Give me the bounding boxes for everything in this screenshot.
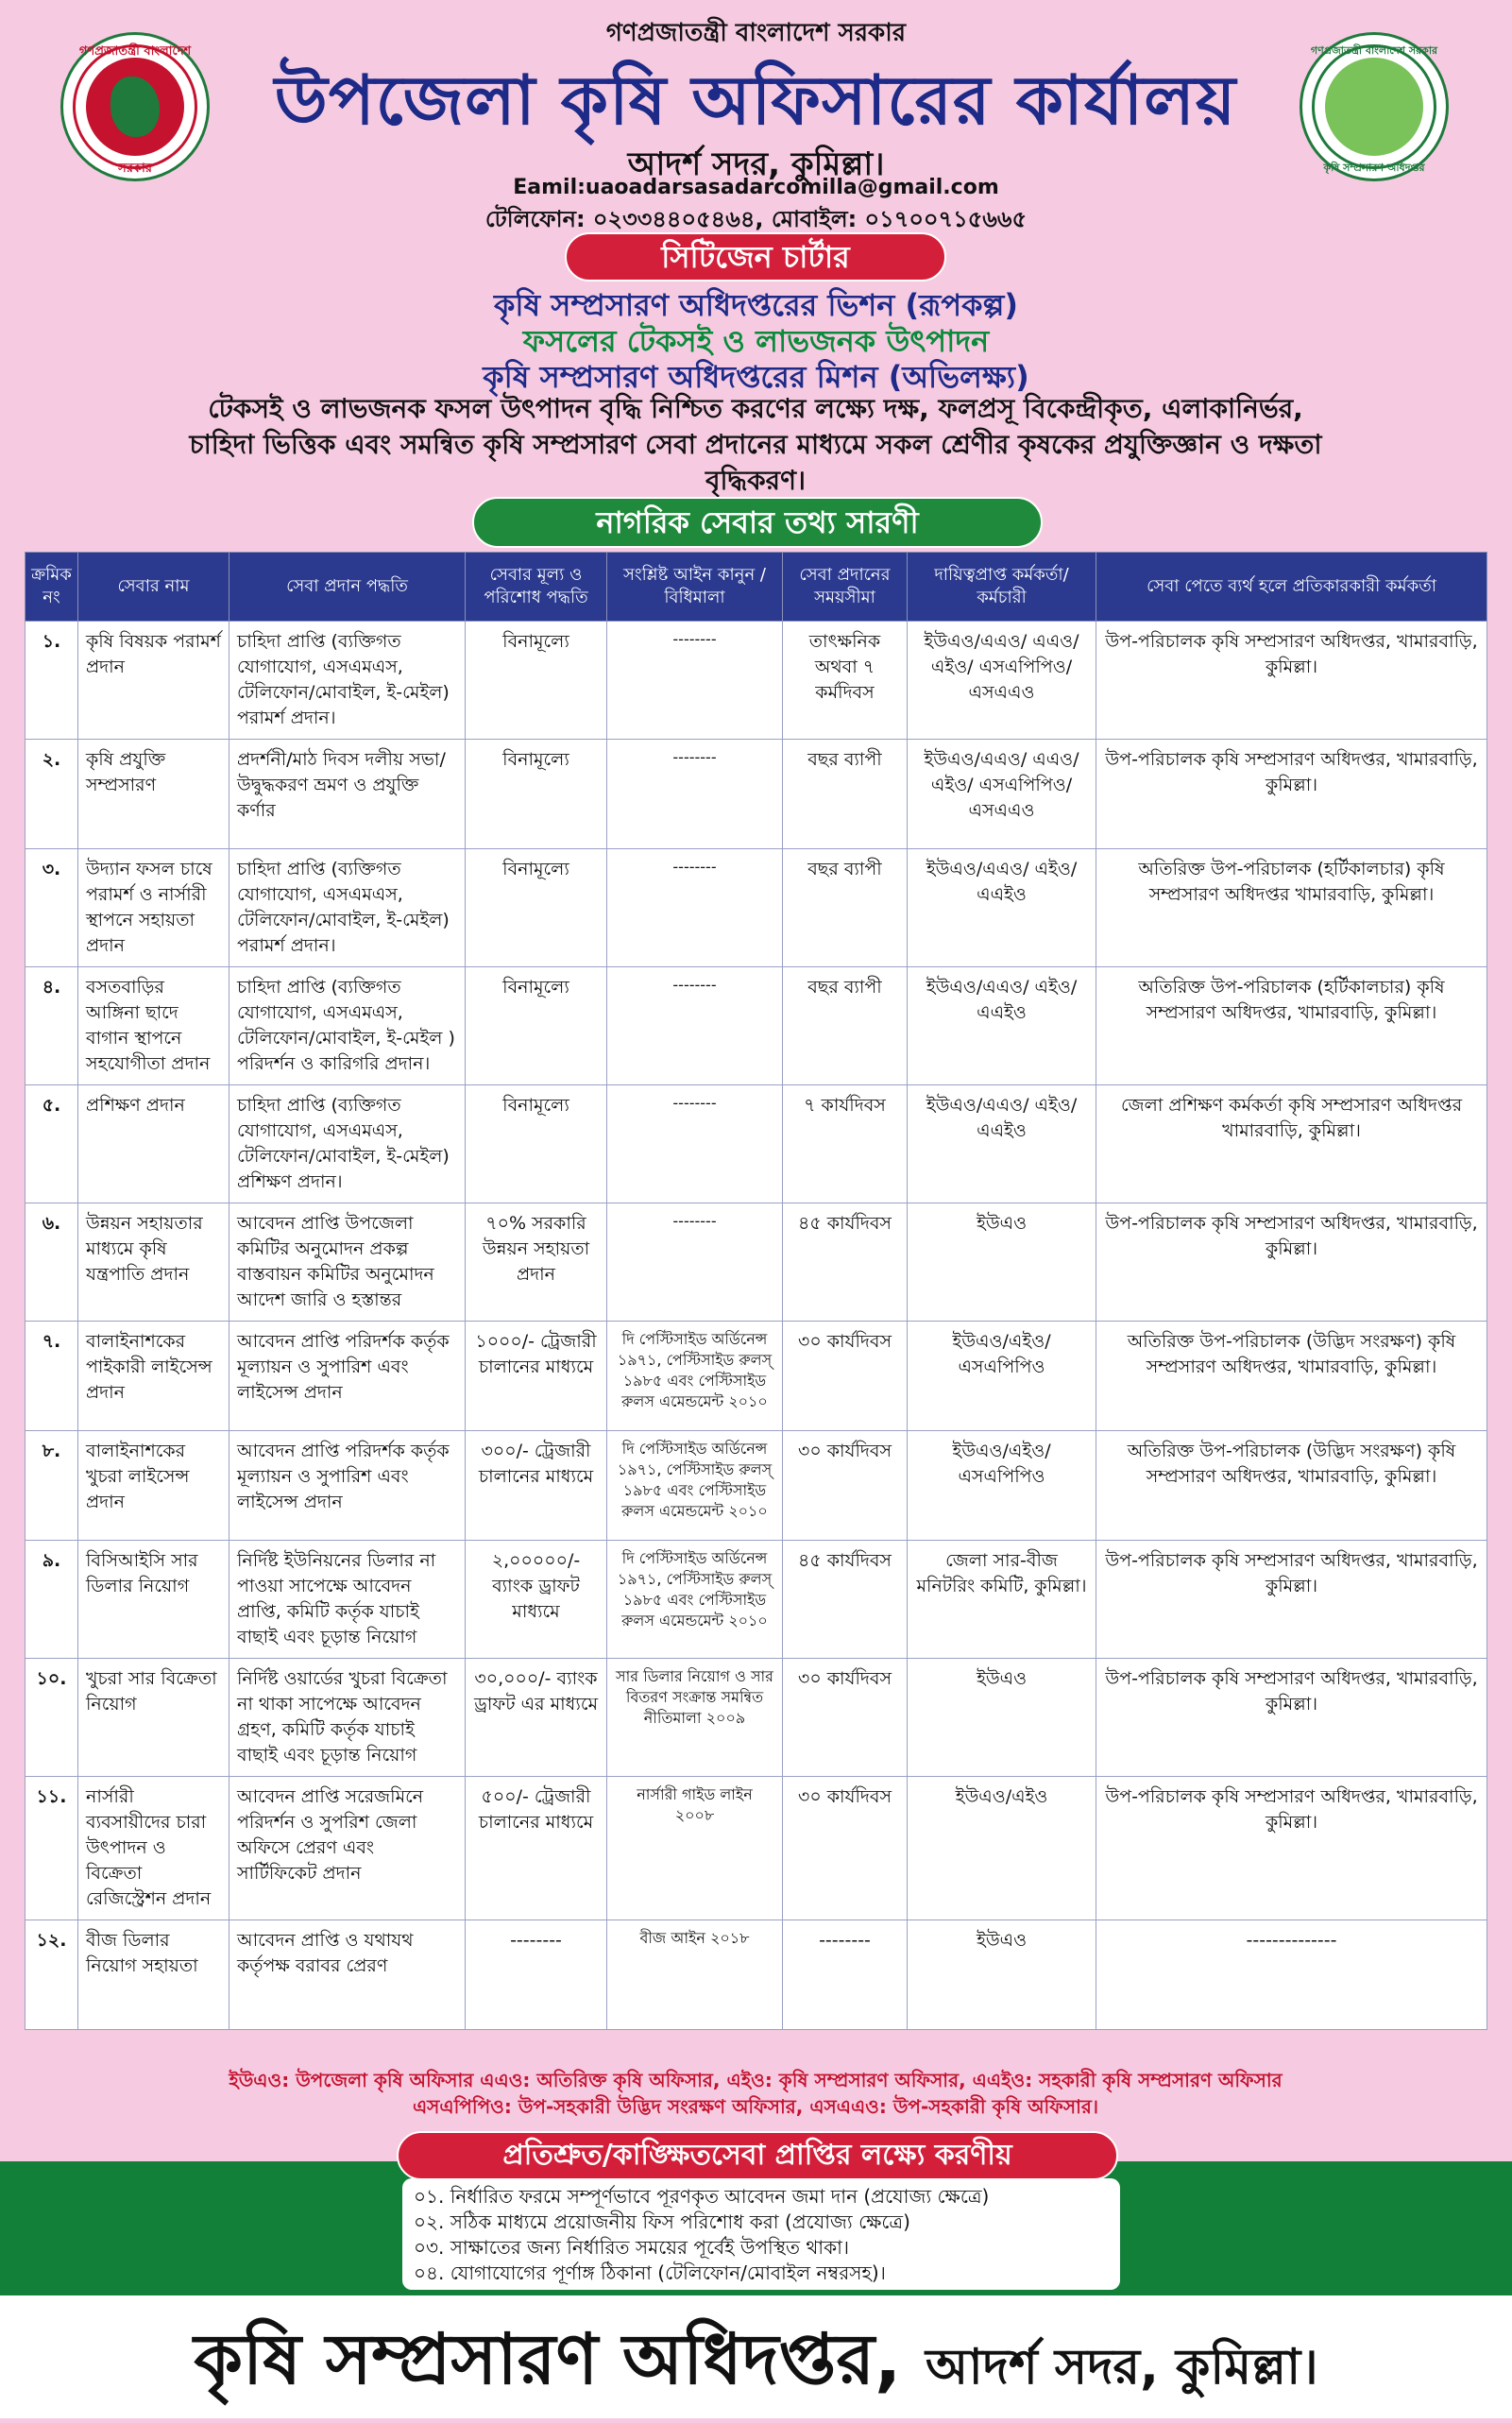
table-cell: বছর ব্যাপী bbox=[783, 967, 908, 1085]
table-cell: -------- bbox=[607, 740, 783, 849]
table-cell: ৭ কার্যদিবস bbox=[783, 1085, 908, 1203]
abbreviation-line: এসএপিপিও: উপ-সহকারী উদ্ভিদ সংরক্ষণ অফিসার, এসএএও: উপ-সহকারী কৃষি অফিসার। bbox=[412, 2095, 1099, 2118]
table-header-row bbox=[25, 553, 1487, 622]
column-header: সেবা প্রদানের সময়সীমা bbox=[783, 553, 908, 622]
list-item: ০৩. সাক্ষাতের জন্য নির্ধারিত সময়ের পূর্বেই উপস্থিত থাকা। bbox=[414, 2236, 850, 2259]
table-cell: বীজ ডিলার নিয়োগ সহায়তা bbox=[78, 1920, 229, 2030]
table-cell: নির্দিষ্ট ইউনিয়নের ডিলার না পাওয়া সাপেক্ষে আবেদন প্রাপ্তি, কমিটি কর্তৃক যাচাই বাছাই এবং চূড়ান্ত নিয়োগ bbox=[229, 1541, 466, 1659]
table-cell: জেলা সার-বীজ মনিটরিং কমিটি, কুমিল্লা। bbox=[908, 1541, 1096, 1659]
table-cell: ৪৫ কার্যদিবস bbox=[783, 1203, 908, 1322]
table-cell: চাহিদা প্রাপ্তি (ব্যক্তিগত যোগাযোগ, এসএমএস, টেলিফোন/মোবাইল, ই-মেইল) প্রশিক্ষণ প্রদান। bbox=[229, 1085, 466, 1203]
column-header: সংশ্লিষ্ট আইন কানুন /বিধিমালা bbox=[607, 553, 783, 622]
table-row bbox=[25, 1541, 1487, 1659]
table-cell: তাৎক্ষনিক অথবা ৭ কর্মদিবস bbox=[783, 622, 908, 740]
field-landscape-icon bbox=[1325, 58, 1423, 156]
list-item: ০১. নির্ধারিত ফরমে সম্পূর্ণভাবে পূরণকৃত আবেদন জমা দান (প্রযোজ্য ক্ষেত্রে) bbox=[414, 2185, 990, 2208]
table-cell: উপ-পরিচালক কৃষি সম্প্রসারণ অধিদপ্তর, খামারবাড়ি, কুমিল্লা। bbox=[1096, 1777, 1487, 1920]
table-cell: উপ-পরিচালক কৃষি সম্প্রসারণ অধিদপ্তর, খামারবাড়ি, কুমিল্লা। bbox=[1096, 1203, 1487, 1322]
column-header: সেবা প্রদান পদ্ধতি bbox=[229, 553, 466, 622]
table-cell: ৭. bbox=[25, 1322, 78, 1431]
table-cell: উদ্যান ফসল চাষে পরামর্শ ও নার্সারী স্থাপনে সহায়তা প্রদান bbox=[78, 849, 229, 967]
table-cell: বিনামূল্যে bbox=[466, 967, 607, 1085]
table-cell: প্রশিক্ষণ প্রদান bbox=[78, 1085, 229, 1203]
table-cell: বসতবাড়ির আঙ্গিনা ছাদে বাগান স্থাপনে সহযোগীতা প্রদান bbox=[78, 967, 229, 1085]
office-address: আদর্শ সদর, কুমিল্লা। bbox=[627, 145, 885, 183]
table-cell: নার্সারী গাইড লাইন ২০০৮ bbox=[607, 1777, 783, 1920]
table-row bbox=[25, 849, 1487, 967]
table-cell: ইউএও/এএও/ এইও/এএইও bbox=[908, 967, 1096, 1085]
table-cell: ৩০ কার্যদিবস bbox=[783, 1322, 908, 1431]
table-cell: ইউএও/এইও bbox=[908, 1777, 1096, 1920]
table-cell: বীজ আইন ২০১৮ bbox=[607, 1920, 783, 2030]
table-cell: চাহিদা প্রাপ্তি (ব্যক্তিগত যোগাযোগ, এসএমএস, টেলিফোন/মোবাইল, ই-মেইল ) পরিদর্শন ও কারিগরি প্রদান। bbox=[229, 967, 466, 1085]
table-cell: অতিরিক্ত উপ-পরিচালক (উদ্ভিদ সংরক্ষণ) কৃষি সম্প্রসারণ অধিদপ্তর, খামারবাড়ি, কুমিল্লা। bbox=[1096, 1322, 1487, 1431]
table-cell: -------- bbox=[607, 1203, 783, 1322]
table-cell: দি পেস্টিসাইড অর্ডিনেন্স ১৯৭১, পেস্টিসাইড রুলস্ ১৯৮৫ এবং পেস্টিসাইড রুলস এমেন্ডমেন্ট ২০১০ bbox=[607, 1431, 783, 1541]
office-title: উপজেলা কৃষি অফিসারের কার্যালয় bbox=[274, 60, 1237, 140]
table-cell: ৫০০/- ট্রেজারী চালানের মাধ্যমে bbox=[466, 1777, 607, 1920]
footer-place: আদর্শ সদর, কুমিল্লা। bbox=[926, 2339, 1318, 2396]
table-cell: খুচরা সার বিক্রেতা নিয়োগ bbox=[78, 1659, 229, 1777]
table-cell: নার্সারী ব্যবসায়ীদের চারা উৎপাদন ও বিক্রেতা রেজিস্ট্রেশন প্রদান bbox=[78, 1777, 229, 1920]
table-cell: ইউএও/এইও/ এসএপিপিও bbox=[908, 1322, 1096, 1431]
table-row bbox=[25, 1322, 1487, 1431]
table-cell: ইউএও/এএও/ এইও/এএইও bbox=[908, 1085, 1096, 1203]
table-cell: বছর ব্যাপী bbox=[783, 740, 908, 849]
table-cell: সার ডিলার নিয়োগ ও সার বিতরণ সংক্রান্ত সমন্বিত নীতিমালা ২০০৯ bbox=[607, 1659, 783, 1777]
table-row bbox=[25, 1920, 1487, 2030]
table-cell: অতিরিক্ত উপ-পরিচালক (হর্টিকালচার) কৃষি সম্প্রসারণ অধিদপ্তর, খামারবাড়ি, কুমিল্লা। bbox=[1096, 967, 1487, 1085]
seal-right-top-text: গণপ্রজাতন্ত্রী বাংলাদেশ সরকার bbox=[1310, 44, 1438, 57]
table-cell: -------- bbox=[607, 967, 783, 1085]
table-cell: বালাইনাশকের খুচরা লাইসেন্স প্রদান bbox=[78, 1431, 229, 1541]
table-cell: ৫. bbox=[25, 1085, 78, 1203]
table-cell: উন্নয়ন সহায়তার মাধ্যমে কৃষি যন্ত্রপাতি প্রদান bbox=[78, 1203, 229, 1322]
table-cell: উপ-পরিচালক কৃষি সম্প্রসারণ অধিদপ্তর, খামারবাড়ি, কুমিল্লা। bbox=[1096, 1541, 1487, 1659]
table-cell: ৩০০/- ট্রেজারী চালানের মাধ্যমে bbox=[466, 1431, 607, 1541]
table-cell: ৩০ কার্যদিবস bbox=[783, 1777, 908, 1920]
vision-text: ফসলের টেকসই ও লাভজনক উৎপাদন bbox=[522, 323, 990, 359]
table-cell: বিসিআইসি সার ডিলার নিয়োগ bbox=[78, 1541, 229, 1659]
government-name: গণপ্রজাতন্ত্রী বাংলাদেশ সরকার bbox=[605, 19, 907, 47]
dae-logo bbox=[1300, 32, 1449, 181]
seal-right-bottom-text: কৃষি সম্প্রসারণ অধিদপ্তর bbox=[1323, 162, 1425, 174]
table-body bbox=[25, 622, 1487, 2030]
footer-department: কৃষি সম্প্রসারণ অধিদপ্তর, bbox=[194, 2319, 902, 2400]
table-cell: নির্দিষ্ট ওয়ার্ডের খুচরা বিক্রেতা না থাকা সাপেক্ষে আবেদন গ্রহণ, কমিটি কর্তৃক যাচাই বাছাই এবং চূড়ান্ত নিয়োগ bbox=[229, 1659, 466, 1777]
table-row bbox=[25, 1659, 1487, 1777]
seal-left-top-text: গণপ্রজাতন্ত্রী বাংলাদেশ bbox=[78, 44, 192, 59]
table-cell: ৩. bbox=[25, 849, 78, 967]
table-cell: বালাইনাশকের পাইকারী লাইসেন্স প্রদান bbox=[78, 1322, 229, 1431]
service-table bbox=[25, 552, 1487, 2030]
table-cell: ইউএও/এএও/ এএও/এইও/ এসএপিপিও/ এসএএও bbox=[908, 740, 1096, 849]
table-row bbox=[25, 1431, 1487, 1541]
table-cell: উপ-পরিচালক কৃষি সম্প্রসারণ অধিদপ্তর, খামারবাড়ি, কুমিল্লা। bbox=[1096, 622, 1487, 740]
table-cell: ১০. bbox=[25, 1659, 78, 1777]
table-cell: ৬. bbox=[25, 1203, 78, 1322]
table-cell: উপ-পরিচালক কৃষি সম্প্রসারণ অধিদপ্তর, খামারবাড়ি, কুমিল্লা। bbox=[1096, 1659, 1487, 1777]
table-row bbox=[25, 622, 1487, 740]
column-header: দায়িত্বপ্রাপ্ত কর্মকর্তা/কর্মচারী bbox=[908, 553, 1096, 622]
table-cell: ইউএও bbox=[908, 1203, 1096, 1322]
table-cell: ৪. bbox=[25, 967, 78, 1085]
table-cell: -------- bbox=[466, 1920, 607, 2030]
table-cell: বিনামূল্যে bbox=[466, 622, 607, 740]
abbreviation-note bbox=[19, 2067, 1492, 2120]
table-cell: ১২. bbox=[25, 1920, 78, 2030]
citizen-charter-badge: সিটিজেন চার্টার bbox=[565, 232, 946, 282]
table-cell: ১১. bbox=[25, 1777, 78, 1920]
table-cell: ৩০ কার্যদিবস bbox=[783, 1659, 908, 1777]
table-cell: বিনামূল্যে bbox=[466, 740, 607, 849]
table-cell: ৭০% সরকারি উন্নয়ন সহায়তা প্রদান bbox=[466, 1203, 607, 1322]
table-cell: ১. bbox=[25, 622, 78, 740]
table-cell: চাহিদা প্রাপ্তি (ব্যক্তিগত যোগাযোগ, এসএমএস, টেলিফোন/মোবাইল, ই-মেইল) পরামর্শ প্রদান। bbox=[229, 622, 466, 740]
table-cell: ইউএও/এএও/ এএও/এইও/ এসএপিপিও/ এসএএও bbox=[908, 622, 1096, 740]
table-cell: আবেদন প্রাপ্তি পরিদর্শক কর্তৃক মূল্যায়ন ও সুপারিশ এবং লাইসেন্স প্রদান bbox=[229, 1431, 466, 1541]
table-cell: ২,০০০০০/- ব্যাংক ড্রাফট মাধ্যমে bbox=[466, 1541, 607, 1659]
list-item: ০৪. যোগাযোগের পূর্ণাঙ্গ ঠিকানা (টেলিফোন/মোবাইল নম্বরসহ)। bbox=[414, 2261, 886, 2284]
vision-heading: কৃষি সম্প্রসারণ অধিদপ্তরের ভিশন (রূপকল্প) bbox=[493, 287, 1019, 323]
table-cell: বিনামূল্যে bbox=[466, 1085, 607, 1203]
column-header: সেবার মূল্য ও পরিশোধ পদ্ধতি bbox=[466, 553, 607, 622]
table-cell: দি পেস্টিসাইড অর্ডিনেন্স ১৯৭১, পেস্টিসাইড রুলস্ ১৯৮৫ এবং পেস্টিসাইড রুলস এমেন্ডমেন্ট ২০১০ bbox=[607, 1541, 783, 1659]
table-cell: বিনামূল্যে bbox=[466, 849, 607, 967]
table-cell: ইউএও bbox=[908, 1920, 1096, 2030]
table-cell: -------- bbox=[607, 622, 783, 740]
table-row bbox=[25, 1203, 1487, 1322]
column-header: সেবার নাম bbox=[78, 553, 229, 622]
table-cell: ইউএও bbox=[908, 1659, 1096, 1777]
duties-list bbox=[402, 2178, 1120, 2290]
table-cell: উপ-পরিচালক কৃষি সম্প্রসারণ অধিদপ্তর, খামারবাড়ি, কুমিল্লা। bbox=[1096, 740, 1487, 849]
table-cell: অতিরিক্ত উপ-পরিচালক (উদ্ভিদ সংরক্ষণ) কৃষি সম্প্রসারণ অধিদপ্তর, খামারবাড়ি, কুমিল্লা। bbox=[1096, 1431, 1487, 1541]
table-cell: ইউএও/এইও/ এসএপিপিও bbox=[908, 1431, 1096, 1541]
table-cell: আবেদন প্রাপ্তি পরিদর্শক কর্তৃক মূল্যায়ন ও সুপারিশ এবং লাইসেন্স প্রদান bbox=[229, 1322, 466, 1431]
duties-title-badge: প্রতিশ্রুত/কাঙ্ক্ষিতসেবা প্রাপ্তির লক্ষ্যে করণীয় bbox=[397, 2131, 1118, 2180]
table-row bbox=[25, 967, 1487, 1085]
mission-heading: কৃষি সম্প্রসারণ অধিদপ্তরের মিশন (অভিলক্ষ্য) bbox=[483, 359, 1029, 395]
list-item: ০২. সঠিক মাধ্যমে প্রয়োজনীয় ফিস পরিশোধ করা (প্রযোজ্য ক্ষেত্রে) bbox=[414, 2210, 910, 2233]
table-cell: আবেদন প্রাপ্তি উপজেলা কমিটির অনুমোদন প্রকল্প বাস্তবায়ন কমিটির অনুমোদন আদেশ জারি ও হস্তান্তর bbox=[229, 1203, 466, 1322]
table-cell: কৃষি বিষয়ক পরামর্শ প্রদান bbox=[78, 622, 229, 740]
seal-left-bottom-text: সরকার bbox=[118, 162, 152, 176]
table-row bbox=[25, 740, 1487, 849]
table-cell: -------- bbox=[607, 1085, 783, 1203]
table-cell: প্রদর্শনী/মাঠ দিবস দলীয় সভা/উদ্বুদ্ধকরণ ভ্রমণ ও প্রযুক্তি কর্ণার bbox=[229, 740, 466, 849]
table-cell: জেলা প্রশিক্ষণ কর্মকর্তা কৃষি সম্প্রসারণ অধিদপ্তর খামারবাড়ি, কুমিল্লা। bbox=[1096, 1085, 1487, 1203]
office-phone: টেলিফোন: ০২৩৩৪৪০৫৪৬৪, মোবাইল: ০১৭০০৭১৫৬৬৫ bbox=[484, 206, 1028, 232]
table-cell: আবেদন প্রাপ্তি ও যথাযথ কর্তৃপক্ষ বরাবর প্রেরণ bbox=[229, 1920, 466, 2030]
footer-title bbox=[0, 2307, 1512, 2423]
table-cell: ৪৫ কার্যদিবস bbox=[783, 1541, 908, 1659]
table-cell: ৮. bbox=[25, 1431, 78, 1541]
table-cell: ৩০ কার্যদিবস bbox=[783, 1431, 908, 1541]
table-cell: -------------- bbox=[1096, 1920, 1487, 2030]
office-email: Eamil:uaoadarsasadarcomilla@gmail.com bbox=[513, 176, 999, 199]
table-cell: -------- bbox=[783, 1920, 908, 2030]
table-cell: ৩০,০০০/- ব্যাংক ড্রাফট এর মাধ্যমে bbox=[466, 1659, 607, 1777]
table-cell: ইউএও/এএও/ এইও/এএইও bbox=[908, 849, 1096, 967]
table-row bbox=[25, 1777, 1487, 1920]
table-cell: বছর ব্যাপী bbox=[783, 849, 908, 967]
table-cell: কৃষি প্রযুক্তি সম্প্রসারণ bbox=[78, 740, 229, 849]
abbreviation-line: ইউএও: উপজেলা কৃষি অফিসার এএও: অতিরিক্ত কৃষি অফিসার, এইও: কৃষি সম্প্রসারণ অফিসার, এএইও: সহকারী কৃষি সম্প্রসারণ অফিসার bbox=[229, 2069, 1283, 2091]
column-header: ক্রমিক নং bbox=[25, 553, 78, 622]
table-cell: চাহিদা প্রাপ্তি (ব্যক্তিগত যোগাযোগ, এসএমএস, টেলিফোন/মোবাইল, ই-মেইল) পরামর্শ প্রদান। bbox=[229, 849, 466, 967]
mission-text: টেকসই ও লাভজনক ফসল উৎপাদন বৃদ্ধি নিশ্চিত করণের লক্ষ্যে দক্ষ, ফলপ্রসূ বিকেন্দ্রীকৃত, এলাকানির্ভর, চাহিদা ভিত্তিক এবং সমন্বিত কৃষি সম্প্রসারণ সেবা প্রদানের মাধ্যমে সকল শ্রেণীর কৃষকের প্রযুক্তিজ্ঞান ও দক্ষতা বৃদ্ধিকরণ। bbox=[189, 393, 1322, 496]
table-row bbox=[25, 1085, 1487, 1203]
table-cell: আবেদন প্রাপ্তি সরেজমিনে পরিদর্শন ও সুপরিশ জেলা অফিসে প্রেরণ এবং সার্টিফিকেট প্রদান bbox=[229, 1777, 466, 1920]
table-cell: দি পেস্টিসাইড অর্ডিনেন্স ১৯৭১, পেস্টিসাইড রুলস্ ১৯৮৫ এবং পেস্টিসাইড রুলস এমেন্ডমেন্ট ২০১০ bbox=[607, 1322, 783, 1431]
table-cell: ১০০০/- ট্রেজারী চালানের মাধ্যমে bbox=[466, 1322, 607, 1431]
table-cell: ২. bbox=[25, 740, 78, 849]
column-header: সেবা পেতে ব্যর্থ হলে প্রতিকারকারী কর্মকর্তা bbox=[1096, 553, 1487, 622]
table-cell: অতিরিক্ত উপ-পরিচালক (হর্টিকালচার) কৃষি সম্প্রসারণ অধিদপ্তর খামারবাড়ি, কুমিল্লা। bbox=[1096, 849, 1487, 967]
table-cell: ৯. bbox=[25, 1541, 78, 1659]
service-table-title: নাগরিক সেবার তথ্য সারণী bbox=[472, 497, 1043, 548]
table-cell: -------- bbox=[607, 849, 783, 967]
